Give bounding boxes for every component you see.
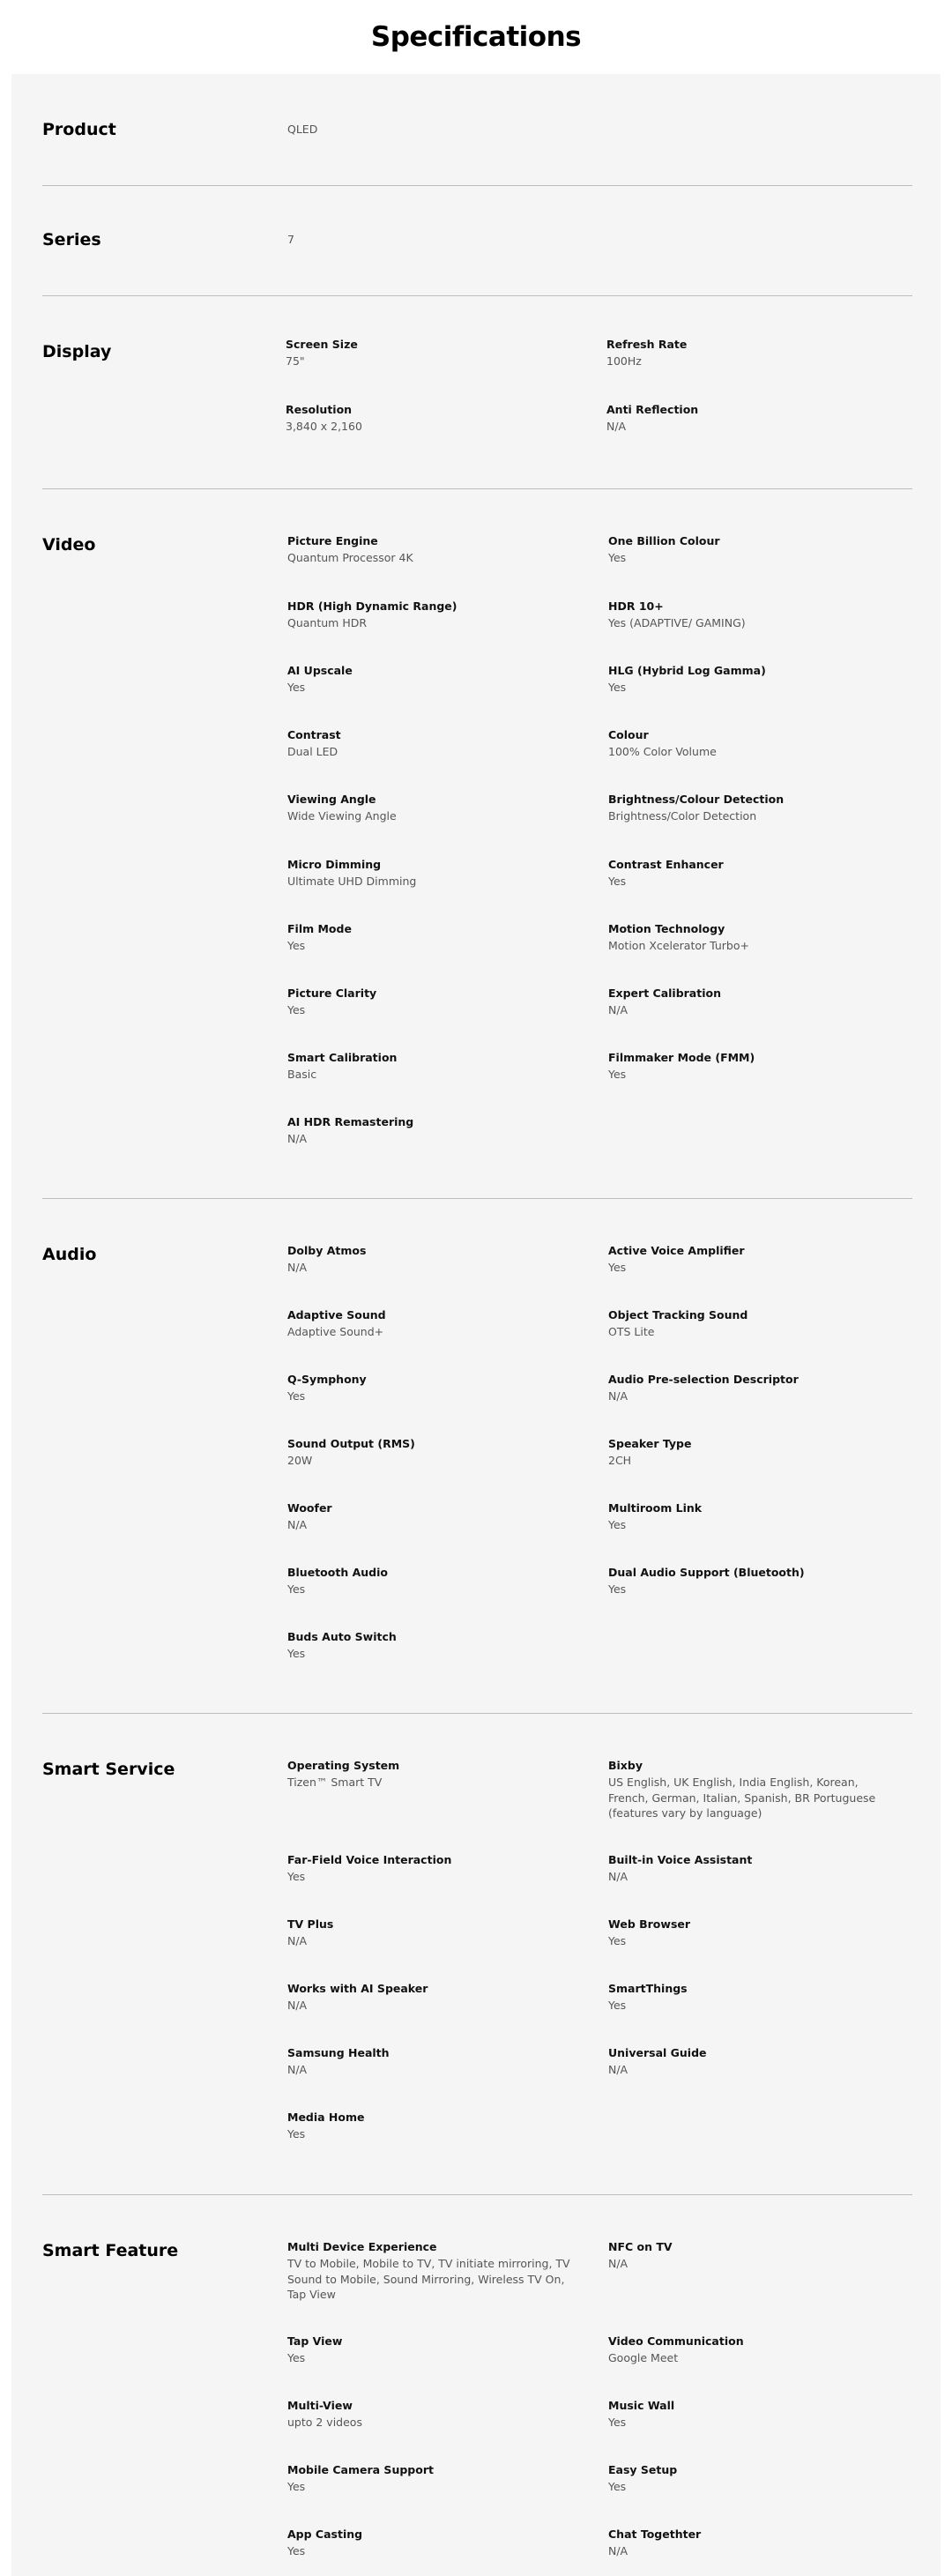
spec-label: NFC on TV	[608, 2240, 673, 2253]
spec-value: N/A	[287, 1934, 308, 1947]
spec-value: Brightness/Color Detection	[608, 809, 757, 823]
spec-item-adaptive-sound	[287, 1307, 578, 1340]
spec-label: Q-Symphony	[287, 1373, 367, 1386]
spec-label: TV Plus	[287, 1917, 334, 1931]
spec-label: Dual Audio Support (Bluetooth)	[608, 1566, 805, 1579]
spec-value: Yes	[608, 1068, 627, 1081]
spec-value: Yes	[287, 1003, 306, 1016]
spec-value: Quantum HDR	[287, 616, 368, 629]
spec-label: Contrast Enhancer	[608, 858, 724, 871]
spec-value: Wide Viewing Angle	[287, 809, 397, 823]
spec-item-nfc-on-tv	[608, 2239, 899, 2272]
spec-item-dual-audio-support	[608, 1565, 899, 1597]
spec-value: N/A	[287, 1518, 308, 1531]
spec-label: Chat Togethter	[608, 2528, 702, 2541]
section-title-series: Series	[42, 230, 101, 249]
spec-label: Bluetooth Audio	[287, 1566, 388, 1579]
spec-value: Yes (ADAPTIVE/ GAMING)	[608, 616, 746, 629]
spec-value: N/A	[608, 1870, 628, 1883]
specifications-panel	[11, 74, 941, 2576]
spec-value: Yes	[608, 1582, 627, 1596]
spec-item-viewing-angle	[287, 792, 578, 824]
spec-value: 7	[287, 233, 294, 246]
spec-value: QLED	[287, 123, 318, 136]
spec-value: Yes	[287, 681, 306, 694]
spec-item-contrast-enhancer	[608, 857, 899, 890]
spec-value: Yes	[608, 681, 627, 694]
spec-value: N/A	[608, 2257, 628, 2270]
spec-label: Motion Technology	[608, 922, 725, 935]
spec-item-music-wall	[608, 2398, 899, 2431]
spec-item-filmmaker-mode	[608, 1050, 899, 1083]
spec-value: Basic	[287, 1068, 317, 1081]
spec-item-ai-upscale	[287, 663, 578, 696]
spec-value: Tizen™ Smart TV	[287, 1776, 383, 1789]
spec-label: Picture Engine	[287, 534, 378, 547]
spec-label: Operating System	[287, 1759, 400, 1772]
spec-label: App Casting	[287, 2528, 363, 2541]
spec-item-woofer	[287, 1500, 578, 1533]
spec-item-works-with-ai-speaker	[287, 1981, 578, 2014]
spec-item-multi-view	[287, 2398, 578, 2431]
spec-section-display	[42, 296, 912, 489]
spec-section-product	[42, 74, 912, 186]
spec-item-colour	[608, 727, 899, 760]
spec-value: Yes	[287, 2127, 306, 2140]
spec-item-q-symphony	[287, 1372, 578, 1404]
spec-label: HDR 10+	[608, 599, 664, 613]
spec-label: Music Wall	[608, 2399, 675, 2412]
spec-label: Contrast	[287, 728, 341, 741]
spec-label: HLG (Hybrid Log Gamma)	[608, 664, 766, 677]
spec-label: Viewing Angle	[287, 793, 376, 806]
spec-label: Mobile Camera Support	[287, 2463, 434, 2476]
spec-item-series	[287, 230, 578, 248]
spec-item-hlg	[608, 663, 899, 696]
spec-value: 100% Color Volume	[608, 745, 717, 758]
spec-label: Film Mode	[287, 922, 352, 935]
spec-label: Adaptive Sound	[287, 1308, 386, 1322]
spec-item-smartthings	[608, 1981, 899, 2014]
spec-item-refresh-rate	[606, 337, 897, 369]
spec-item-bluetooth-audio	[287, 1565, 578, 1597]
spec-item-anti-reflection	[606, 402, 897, 435]
spec-item-one-billion-colour	[608, 533, 899, 566]
spec-item-smart-calibration	[287, 1050, 578, 1083]
spec-value: Yes	[608, 1261, 627, 1274]
spec-item-operating-system	[287, 1758, 578, 1791]
spec-item-multi-device-experience	[287, 2239, 578, 2303]
spec-item-hdr10plus	[608, 599, 899, 631]
spec-value: Yes	[608, 1518, 627, 1531]
spec-label: Far-Field Voice Interaction	[287, 1853, 452, 1866]
spec-item-chat-together	[608, 2527, 899, 2559]
spec-item-dolby-atmos	[287, 1243, 578, 1276]
spec-label: Bixby	[608, 1759, 643, 1772]
spec-item-motion-technology	[608, 921, 899, 954]
spec-label: Samsung Health	[287, 2046, 390, 2059]
spec-value: Yes	[287, 2544, 306, 2557]
spec-section-series	[42, 186, 912, 296]
section-title-audio: Audio	[42, 1245, 97, 1264]
spec-item-media-home	[287, 2110, 578, 2142]
spec-label: Active Voice Amplifier	[608, 1244, 745, 1257]
spec-item-product	[287, 120, 578, 138]
spec-value: Yes	[608, 1934, 627, 1947]
spec-label: Refresh Rate	[606, 338, 688, 351]
spec-label: Easy Setup	[608, 2463, 678, 2476]
page-title: Specifications	[370, 21, 582, 53]
section-title-video: Video	[42, 535, 96, 555]
section-title-smart-service: Smart Service	[42, 1760, 175, 1779]
spec-item-picture-engine	[287, 533, 578, 566]
spec-item-film-mode	[287, 921, 578, 954]
spec-value: Dual LED	[287, 745, 338, 758]
section-title-display: Display	[42, 342, 112, 361]
spec-item-ai-hdr-remastering	[287, 1114, 578, 1147]
spec-item-buds-auto-switch	[287, 1629, 578, 1662]
spec-label: Anti Reflection	[606, 403, 699, 416]
spec-value: Yes	[287, 2351, 306, 2364]
spec-item-tv-plus	[287, 1917, 578, 1949]
spec-item-mobile-camera-support	[287, 2462, 578, 2495]
spec-value: 75"	[286, 354, 305, 368]
spec-label: Colour	[608, 728, 649, 741]
spec-value: N/A	[608, 2063, 628, 2076]
spec-value: Ultimate UHD Dimming	[287, 875, 417, 888]
spec-item-bixby	[608, 1758, 899, 1821]
spec-label: Resolution	[286, 403, 353, 416]
spec-section-audio	[42, 1199, 912, 1714]
spec-section-video	[42, 489, 912, 1199]
spec-value: Yes	[287, 1582, 306, 1596]
spec-label: Multiroom Link	[608, 1501, 703, 1515]
section-title-product: Product	[42, 120, 116, 139]
spec-item-tap-view	[287, 2334, 578, 2366]
spec-label: Tap View	[287, 2334, 343, 2348]
spec-section-smart-service	[42, 1714, 912, 2195]
spec-value: Yes	[608, 1999, 627, 2012]
spec-item-sound-output	[287, 1436, 578, 1469]
spec-item-web-browser	[608, 1917, 899, 1949]
spec-label: Woofer	[287, 1501, 332, 1515]
spec-label: Screen Size	[286, 338, 358, 351]
spec-value: N/A	[287, 1132, 308, 1145]
spec-item-speaker-type	[608, 1436, 899, 1469]
spec-label: Object Tracking Sound	[608, 1308, 748, 1322]
spec-label: Filmmaker Mode (FMM)	[608, 1051, 755, 1064]
spec-label: Buds Auto Switch	[287, 1630, 397, 1643]
spec-value: Yes	[287, 1870, 306, 1883]
spec-value: Yes	[287, 1389, 306, 1403]
spec-value: Yes	[287, 2480, 306, 2493]
spec-section-smart-feature	[42, 2195, 912, 2576]
spec-item-hdr	[287, 599, 578, 631]
section-title-smart-feature: Smart Feature	[42, 2241, 179, 2260]
spec-label: Micro Dimming	[287, 858, 382, 871]
spec-value: US English, UK English, India English, Korean, French, German, Italian, Spanish, BR Portuguese (features vary by language)	[608, 1776, 876, 1820]
spec-label: Multi-View	[287, 2399, 353, 2412]
spec-item-multiroom-link	[608, 1500, 899, 1533]
spec-item-micro-dimming	[287, 857, 578, 890]
spec-item-universal-guide	[608, 2045, 899, 2078]
spec-value: 3,840 x 2,160	[286, 420, 362, 433]
spec-label: Universal Guide	[608, 2046, 707, 2059]
spec-value: Quantum Processor 4K	[287, 551, 413, 564]
spec-item-brightness-detection	[608, 792, 899, 824]
spec-value: 100Hz	[606, 354, 642, 368]
spec-item-screen-size	[286, 337, 576, 369]
spec-label: Picture Clarity	[287, 986, 377, 1000]
spec-item-expert-calibration	[608, 986, 899, 1018]
spec-label: Smart Calibration	[287, 1051, 398, 1064]
spec-label: Speaker Type	[608, 1437, 692, 1450]
spec-item-app-casting	[287, 2527, 578, 2559]
spec-label: Audio Pre-selection Descriptor	[608, 1373, 799, 1386]
spec-item-samsung-health	[287, 2045, 578, 2078]
spec-label: Sound Output (RMS)	[287, 1437, 415, 1450]
spec-value: Motion Xcelerator Turbo+	[608, 939, 749, 952]
spec-item-audio-preselection	[608, 1372, 899, 1404]
spec-value: OTS Lite	[608, 1325, 655, 1338]
spec-label: HDR (High Dynamic Range)	[287, 599, 457, 613]
spec-item-easy-setup	[608, 2462, 899, 2495]
spec-value: Yes	[287, 1647, 306, 1660]
spec-label: Multi Device Experience	[287, 2240, 437, 2253]
spec-item-active-voice-amplifier	[608, 1243, 899, 1276]
spec-value: N/A	[608, 2544, 628, 2557]
spec-item-far-field-voice	[287, 1852, 578, 1885]
spec-item-picture-clarity	[287, 986, 578, 1018]
spec-item-object-tracking-sound	[608, 1307, 899, 1340]
spec-label: SmartThings	[608, 1982, 688, 1995]
spec-item-video-communication	[608, 2334, 899, 2366]
spec-value: 20W	[287, 1454, 313, 1467]
spec-value: 2CH	[608, 1454, 632, 1467]
spec-label: Web Browser	[608, 1917, 691, 1931]
spec-label: Expert Calibration	[608, 986, 721, 1000]
spec-item-contrast	[287, 727, 578, 760]
spec-label: Video Communication	[608, 2334, 744, 2348]
spec-value: Google Meet	[608, 2351, 679, 2364]
spec-value: TV to Mobile, Mobile to TV, TV initiate mirroring, TV Sound to Mobile, Sound Mirroring, Wireless TV On, Tap View	[287, 2257, 570, 2301]
spec-item-built-in-voice-assistant	[608, 1852, 899, 1885]
spec-value: Adaptive Sound+	[287, 1325, 384, 1338]
spec-label: One Billion Colour	[608, 534, 720, 547]
spec-value: N/A	[287, 1261, 308, 1274]
spec-label: Dolby Atmos	[287, 1244, 367, 1257]
spec-label: Brightness/Colour Detection	[608, 793, 785, 806]
spec-value: Yes	[608, 875, 627, 888]
spec-item-resolution	[286, 402, 576, 435]
spec-value: Yes	[608, 2416, 627, 2429]
spec-label: Built-in Voice Assistant	[608, 1853, 753, 1866]
spec-value: N/A	[608, 1389, 628, 1403]
spec-label: AI HDR Remastering	[287, 1115, 414, 1128]
spec-value: upto 2 videos	[287, 2416, 362, 2429]
spec-label: AI Upscale	[287, 664, 353, 677]
spec-value: Yes	[608, 2480, 627, 2493]
spec-value: N/A	[608, 1003, 628, 1016]
spec-value: N/A	[606, 420, 627, 433]
spec-value: N/A	[287, 1999, 308, 2012]
spec-value: Yes	[287, 939, 306, 952]
spec-value: N/A	[287, 2063, 308, 2076]
spec-value: Yes	[608, 551, 627, 564]
spec-label: Media Home	[287, 2111, 365, 2124]
page-header	[0, 0, 952, 74]
spec-label: Works with AI Speaker	[287, 1982, 428, 1995]
